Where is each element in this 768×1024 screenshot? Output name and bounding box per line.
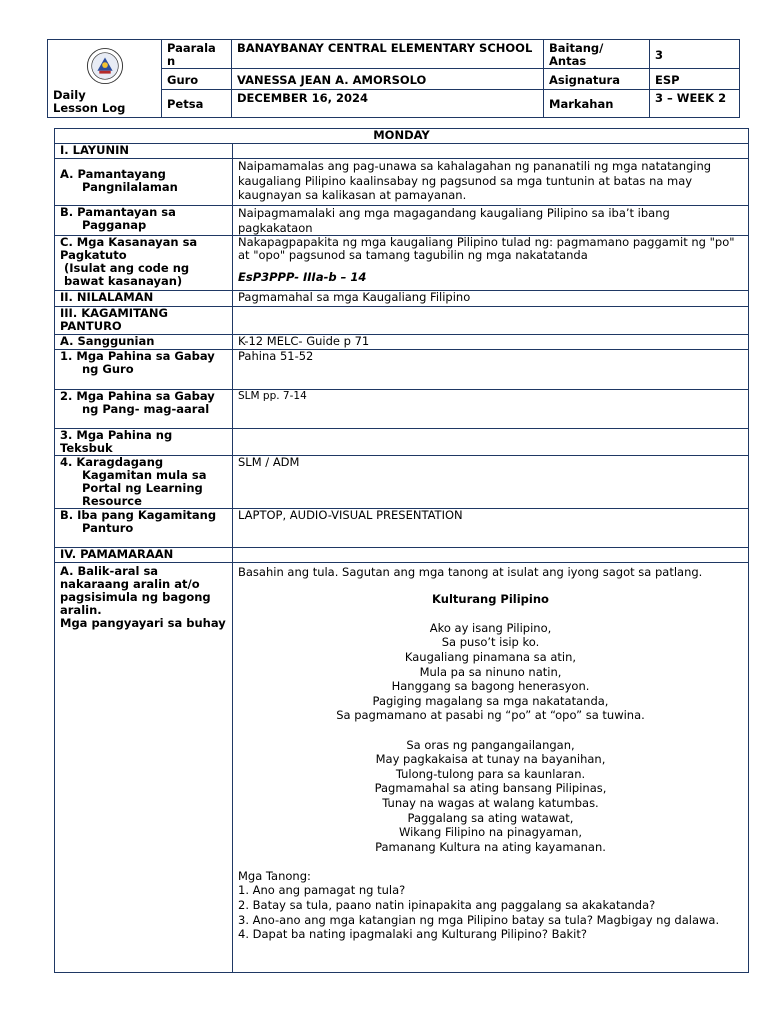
iba-pang-line1: B. Iba pang Kagamitang	[60, 508, 217, 522]
question-item: 4. Dapat ba nating ipagmalaki ang Kulturang Pilipino? Bakit?	[238, 927, 587, 942]
gabay-guro-line2: ng Guro	[82, 362, 134, 376]
poem-line: Sa oras ng pangangailangan,	[406, 737, 575, 752]
nilalaman-label: II. NILALAMAN	[55, 291, 233, 307]
sanggunian-value: K-12 MELC- Guide p 71	[233, 335, 749, 350]
poem-line: Paggalang sa ating watawat,	[407, 810, 574, 825]
gabay-magaaral-label	[55, 390, 233, 429]
pamantayang-value: Naipamamalas ang pag-unawa sa kahalagahan ng pananatili ng mga natatanging kaugaliang Pilipino kaalinsabay ng pagsunod sa mga tuntunin at batas na may kaugnayan sa kalikasan at pamayanan.	[233, 159, 749, 206]
pamantayan-pagganap-label	[55, 206, 233, 236]
layunin-value	[233, 144, 749, 159]
pamamaraan-label: IV. PAMAMARAAN	[55, 548, 233, 563]
poem-line: Sa puso’t isip ko.	[441, 635, 540, 650]
kasanayan-label	[55, 236, 233, 291]
date-value: DECEMBER 16, 2024	[232, 90, 544, 118]
karagdagang-label	[55, 456, 233, 509]
questions-label: Mga Tanong:	[238, 868, 311, 883]
karagdagang-line2: Kagamitan mula sa Portal ng Learning Resource	[82, 468, 207, 508]
poem-line: Tulong-tulong para sa kaunlaran.	[395, 766, 586, 781]
karagdagang-value: SLM / ADM	[233, 456, 749, 509]
poem-line: Pagmamahal sa ating bansang Pilipinas,	[374, 781, 607, 796]
lesson-table	[54, 128, 749, 973]
question-item: 2. Batay sa tula, paano natin ipinapakita ang paggalang sa akakatanda?	[238, 898, 656, 913]
quarter-value: 3 – WEEK 2	[650, 90, 740, 118]
pagganap-label-line2: Pagganap	[82, 218, 147, 232]
sanggunian-label: A. Sanggunian	[55, 335, 233, 350]
grade-label: Baitang/ Antas	[544, 40, 650, 69]
kasanayan-label-line1: C. Mga Kasanayan sa Pagkatuto	[60, 235, 198, 262]
gabay-magaaral-line1: 2. Mga Pahina sa Gabay	[60, 389, 215, 403]
iba-pang-line2: Panturo	[82, 521, 134, 535]
poem-line: Tunay na wagas at walang katumbas.	[382, 795, 599, 810]
gabay-guro-value: Pahina 51-52	[233, 350, 749, 390]
poem-line: Pagiging magalang sa mga nakatatanda,	[372, 693, 609, 708]
gabay-magaaral-value: SLM pp. 7-14	[233, 390, 749, 429]
poem-line: Kaugaliang pinamana sa atin,	[404, 649, 577, 664]
date-label: Petsa	[162, 90, 232, 118]
grade-value: 3	[650, 40, 740, 69]
pamantayang-label-line1: A. Pamantayang	[60, 167, 166, 181]
layunin-label: I. LAYUNIN	[55, 144, 233, 159]
gabay-guro-label	[55, 350, 233, 390]
pamantayang-label	[55, 159, 233, 206]
pamantayang-label-line2: Pangnilalaman	[82, 180, 178, 194]
balik-aral-label: A. Balik-aral sa nakaraang aralin at/o pagsisimula ng bagong aralin. Mga pangyayari sa buhay	[55, 563, 233, 973]
subject-label: Asignatura	[544, 69, 650, 90]
kasanayan-code: EsP3PPP- IIIa-b – 14	[238, 270, 367, 284]
karagdagang-line1: 4. Karagdagang	[60, 455, 164, 469]
poem-stanza-1	[238, 621, 743, 723]
doc-label-cell	[48, 40, 162, 118]
gabay-magaaral-line2: ng Pang- mag-aaral	[82, 402, 210, 416]
question-item: 1. Ano ang pamagat ng tula?	[238, 883, 406, 898]
header-table	[47, 39, 740, 118]
kasanayan-value	[233, 236, 749, 291]
poem-stanza-2	[238, 738, 743, 855]
kasanayan-label-line2: (Isulat ang code ng bawat kasanayan)	[64, 261, 190, 288]
pagganap-label-line1: B. Pamantayan sa	[60, 205, 176, 219]
subject-value: ESP	[650, 69, 740, 90]
balik-aral-value	[233, 563, 749, 973]
poem-title: Kulturang Pilipino	[432, 591, 549, 606]
day-header: MONDAY	[55, 129, 749, 144]
gabay-guro-line1: 1. Mga Pahina sa Gabay	[60, 349, 215, 363]
school-value: BANAYBANAY CENTRAL ELEMENTARY SCHOOL	[232, 40, 544, 69]
poem-line: Wikang Filipino na pinagyaman,	[398, 825, 583, 840]
doc-label: Daily Lesson Log	[53, 87, 126, 115]
teacher-label: Guro	[162, 69, 232, 90]
iba-pang-label	[55, 509, 233, 548]
poem-line: Ako ay isang Pilipino,	[429, 620, 552, 635]
teksbuk-label: 3. Mga Pahina ng Teksbuk	[55, 429, 233, 456]
teksbuk-value	[233, 429, 749, 456]
poem-line: Sa pagmamano at pasabi ng “po” at “opo” sa tuwina.	[336, 708, 645, 723]
pamamaraan-value	[233, 548, 749, 563]
poem-line: Mula pa sa ninuno natin,	[419, 664, 562, 679]
kagamitan-value	[233, 307, 749, 335]
quarter-label: Markahan	[544, 90, 650, 118]
poem-line: May pagkakaisa at tunay na bayanihan,	[375, 752, 606, 767]
deped-seal-icon	[86, 47, 124, 85]
poem-line: Pamanang Kultura na ating kayamanan.	[375, 839, 606, 854]
school-label: Paarala n	[162, 40, 232, 69]
pamantayan-pagganap-value: Naipagmamalaki ang mga magagandang kaugaliang Pilipino sa iba’t ibang pagkakataon	[233, 206, 749, 236]
poem-line: Hanggang sa bagong henerasyon.	[391, 679, 590, 694]
question-item: 3. Ano-ano ang mga katangian ng mga Pilipino batay sa tula? Magbigay ng dalawa.	[238, 912, 720, 927]
balik-aral-intro: Basahin ang tula. Sagutan ang mga tanong at isulat ang iyong sagot sa patlang.	[238, 565, 703, 579]
iba-pang-value: LAPTOP, AUDIO-VISUAL PRESENTATION	[233, 509, 749, 548]
kagamitan-label: III. KAGAMITANG PANTURO	[55, 307, 233, 335]
teacher-value: VANESSA JEAN A. AMORSOLO	[232, 69, 544, 90]
kasanayan-text: Nakapagpapakita ng mga kaugaliang Pilipino tulad ng: pagmamano paggamit ng "po" at "opo" pagsunod sa tamang tagubilin ng mga nakatatanda	[238, 235, 735, 262]
nilalaman-value: Pagmamahal sa mga Kaugaliang Filipino	[233, 291, 749, 307]
